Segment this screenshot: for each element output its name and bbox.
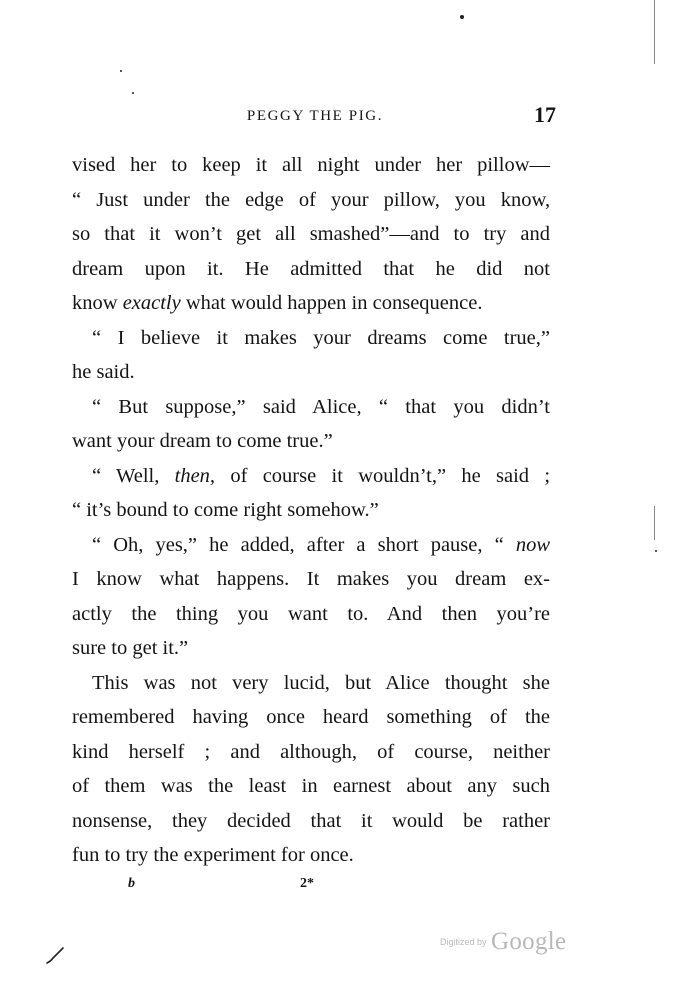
signature-marks <box>0 876 675 900</box>
text-line: “ But suppose,” said Alice, “ that you didn’t <box>92 395 550 418</box>
body-text <box>72 148 550 873</box>
text-line: so that it won’t get all smashed”—and to try and <box>72 223 550 245</box>
signature-letter: b <box>128 876 135 891</box>
text-line: nonsense, they decided that it would be rather <box>72 809 550 832</box>
text-line: “ Oh, yes,” he added, after a short pause, “ now <box>92 533 550 556</box>
text-line: want your dream to come true.” <box>72 430 333 452</box>
text-line: sure to get it.” <box>72 637 189 659</box>
text-line: remembered having once heard something of the <box>72 706 550 728</box>
text-line: “ Just under the edge of your pillow, you know, <box>72 188 551 211</box>
text-line: know exactly what would happen in consequence. <box>72 292 483 314</box>
text-line: “ I believe it makes your dreams come true,” <box>92 326 550 349</box>
digitized-watermark <box>440 928 566 956</box>
text-line: he said. <box>72 361 135 383</box>
italic-word: now <box>515 533 550 556</box>
text-line: “ Well, then, of course it wouldn’t,” he said ; <box>92 464 551 487</box>
running-title: PEGGY THE PIG. <box>246 108 384 124</box>
text-line: actly the thing you want to. And then you’re <box>72 602 550 625</box>
text-line: dream upon it. He admitted that he did not <box>72 257 550 280</box>
text-line: of them was the least in earnest about any such <box>72 775 550 797</box>
text-line: fun to try the experiment for once. <box>72 844 354 866</box>
ink-speck <box>132 92 134 94</box>
page-number: 17 <box>534 102 556 127</box>
text-line: vised her to keep it all night under her pillow— <box>72 154 550 176</box>
text-line: This was not very lucid, but Alice thought she <box>92 671 550 694</box>
watermark-prefix: Digitized by <box>440 937 487 947</box>
ink-speck <box>460 15 464 19</box>
italic-word: exactly <box>122 292 181 314</box>
page-edge-line <box>654 506 655 540</box>
text-line: I know what happens. It makes you dream ex- <box>72 568 551 590</box>
ink-speck <box>655 550 657 552</box>
ink-speck <box>120 70 122 72</box>
page-header <box>72 100 558 136</box>
signature-number: 2* <box>300 876 314 891</box>
page-edge-line <box>654 0 655 64</box>
italic-word: then, <box>174 464 216 487</box>
text-line: kind herself ; and although, of course, neither <box>72 740 550 763</box>
pen-mark-icon <box>44 944 68 968</box>
watermark-brand: Google <box>490 928 567 955</box>
text-line: “ it’s bound to come right somehow.” <box>72 499 379 521</box>
